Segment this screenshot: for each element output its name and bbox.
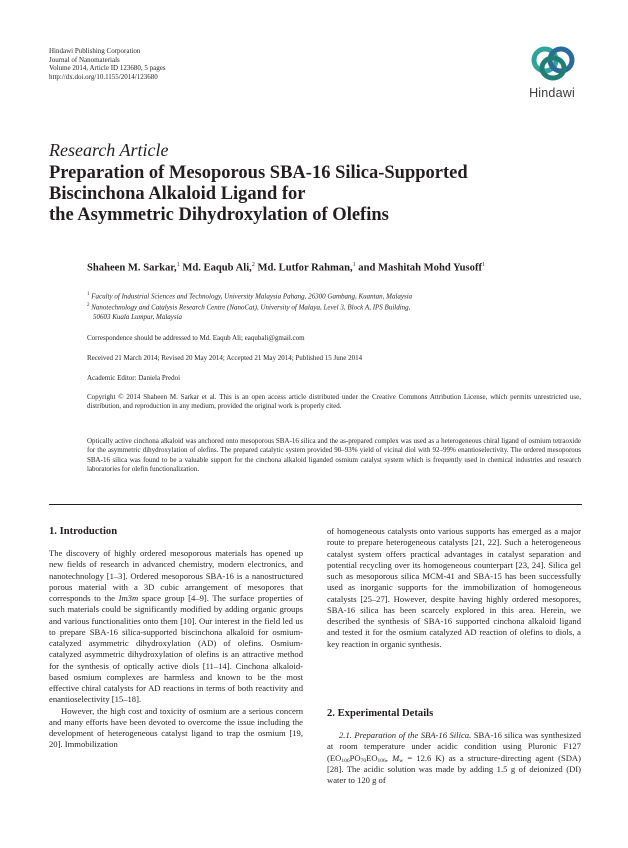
- title-line: Biscinchona Alkaloid Ligand for: [49, 184, 306, 204]
- paragraph-text: = 12.6 K) as a structure-directing agent (SDA) [28]. The acidic solution was made by adding 1.5 g of deionized (DI) water to 120 g of: [327, 752, 581, 785]
- intro-paragraph-3: of homogeneous catalysts onto various supports has emerged as a major route to prepare heterogeneous catalysts [21, 22]. Such a heterogeneous catalyst system offers practical advantages in catalyst separation and potential recycling over its homogeneous counterpart [23, 24]. Silica gel such as mesoporous silica MCM-41 and SBA-15 has been successfully used as inorganic supports for the immobilization of homogeneous catalysts [25–27]. However, despite having highly ordered mesopores, SBA-16 silica has been scarcely explored in this area. Herein, we described the synthesis of SBA-16 supported cinchona alkaloid ligand and tested it for the osmium catalyzed AD reaction of olefins to diols, a key reaction in organic synthesis.: [327, 526, 581, 649]
- hindawi-logo: [521, 44, 585, 114]
- subsection-title: Preparation of the SBA-16 Silica.: [354, 730, 472, 740]
- subscript: 106: [377, 757, 386, 764]
- volume-info: Volume 2014, Article ID 123680, 5 pages: [49, 64, 166, 73]
- affiliations: [87, 290, 412, 322]
- title-line: Preparation of Mesoporous SBA-16 Silica-Supported: [49, 163, 468, 183]
- subscript: w: [399, 757, 404, 764]
- paragraph-text: The discovery of highly ordered mesoporous materials has opened up new fields of research in advanced chemistry, modern electronics, and nanotechnology [1–3]. Ordered mesoporous SBA-16 is a nanostructured porous material with a 3D cubic arrangement of mesopores that corresponds to the: [49, 548, 303, 603]
- publication-dates: Received 21 March 2014; Revised 20 May 2014; Accepted 21 May 2014; Published 15 June 2014: [87, 354, 363, 362]
- subscript: 70: [360, 757, 367, 764]
- left-column: [49, 548, 303, 751]
- copyright-notice: Copyright © 2014 Shaheen M. Sarkar et al. This is an open access article distributed under the Creative Commons Attribution License, which permits unrestricted use, distribution, and reproduction in any medium, provided the original work is properly cited.: [87, 393, 581, 411]
- intro-paragraph-2: However, the high cost and toxicity of osmium are a serious concern and many efforts have been devoted to overcome the issue including the development of heterogeneous catalyst ligand to trap the osmium [19, 20]. Immobilization: [49, 705, 303, 750]
- paragraph-text: SBA-16 silica was synthesized at room temperature under acidic condition using Pluronic F127 (EO: [327, 730, 581, 763]
- experimental-heading: 2. Experimental Details: [327, 708, 434, 719]
- affiliation-2-cont: 50603 Kuala Lumpur, Malaysia: [93, 312, 183, 321]
- intro-heading: 1. Introduction: [49, 526, 118, 537]
- journal-name: Journal of Nanomaterials: [49, 55, 120, 64]
- affiliation-sup: 2: [87, 303, 90, 309]
- paragraph-text: EO: [366, 752, 378, 763]
- doi-link[interactable]: http://dx.doi.org/10.1155/2014/123680: [49, 73, 158, 82]
- subsection-number: 2.1.: [339, 730, 352, 740]
- author-affil-sup: 1: [352, 262, 356, 268]
- journal-header: [49, 47, 166, 82]
- hindawi-emblem-icon: [530, 44, 576, 84]
- author-name: Md. Eaqub Ali,: [182, 262, 252, 274]
- academic-editor: Academic Editor: Daniela Predoi: [87, 374, 181, 382]
- paragraph-text: PO: [349, 752, 361, 763]
- author-affil-sup: 1: [482, 262, 486, 268]
- experimental-column: [327, 730, 581, 786]
- affiliation-text: Nanotechnology and Catalysis Research Centre (NanoCat), University of Malaya, Level 3, Block A, IPS Building,: [91, 303, 411, 312]
- right-column: [327, 526, 581, 650]
- correspondence: Correspondence should be addressed to Md. Eaqub Ali; eaqubali@gmail.com: [87, 334, 305, 342]
- affiliation-text: Faculty of Industrial Sciences and Technology, University Malaysia Pahang, 26300 Gambang, Kuantan, Malaysia: [91, 292, 413, 301]
- experimental-paragraph: [327, 730, 581, 786]
- author-affil-sup: 1: [176, 262, 180, 268]
- molecular-weight-symbol: M: [392, 752, 400, 763]
- subscript: 106: [341, 757, 350, 764]
- affiliation-sup: 1: [87, 292, 90, 297]
- section-divider: [49, 504, 582, 505]
- intro-paragraph-1: [49, 548, 303, 706]
- abstract: Optically active cinchona alkaloid was anchored onto mesoporous SBA-16 silica and the as-prepared complex was used as a heterogeneous chiral ligand of osmium tetraoxide for the asymmetric dihydroxylation of olefins. The prepared catalytic system provided 90–93% yield of vicinal diol with 92–99% enantioselectivity. The ordered mesoporous SBA-16 silica was found to be a valuable support for the cinchona alkaloid liganded osmium catalyst system which is frequently used in chemical industries and research laboratories for olefin functionalization.: [87, 437, 581, 473]
- publisher-name: Hindawi Publishing Corporation: [49, 47, 141, 55]
- hindawi-wordmark: Hindawi: [529, 86, 575, 100]
- article-type: Research Article: [49, 140, 169, 160]
- paragraph-text: ,: [385, 752, 393, 763]
- author-affil-sup: 2: [251, 262, 255, 268]
- author-name: and Mashitah Mohd Yusoff: [358, 262, 483, 274]
- author-name: Md. Lutfor Rahman,: [257, 262, 353, 274]
- article-title: [49, 163, 549, 226]
- affiliation-2: [87, 301, 412, 312]
- author-list: [87, 262, 485, 274]
- title-line: the Asymmetric Dihydroxylation of Olefins: [49, 205, 389, 225]
- space-group: Im3m: [118, 593, 139, 603]
- author-name: Shaheen M. Sarkar,: [87, 262, 177, 274]
- paragraph-text: space group [4–9]. The surface properties of such materials could be significantly modified by adding organic groups and various functionalities onto them [10]. Our interest in the field led us to prepare SBA-16 silica-supported biscinchona alkaloid for osmium-catalyzed asymmetric dihydroxylation (AD) of olefins. Osmium-catalyzed asymmetric dihydroxylation of olefins is an attractive method for the synthesis of optically active diols [11–14]. Cinchona alkaloid-based osmium complexes are harmless and known to be the most effective chiral catalysts for AD reactions in terms of both reactivity and enantioselectivity [15–18].: [49, 593, 303, 705]
- affiliation-1: [87, 290, 412, 301]
